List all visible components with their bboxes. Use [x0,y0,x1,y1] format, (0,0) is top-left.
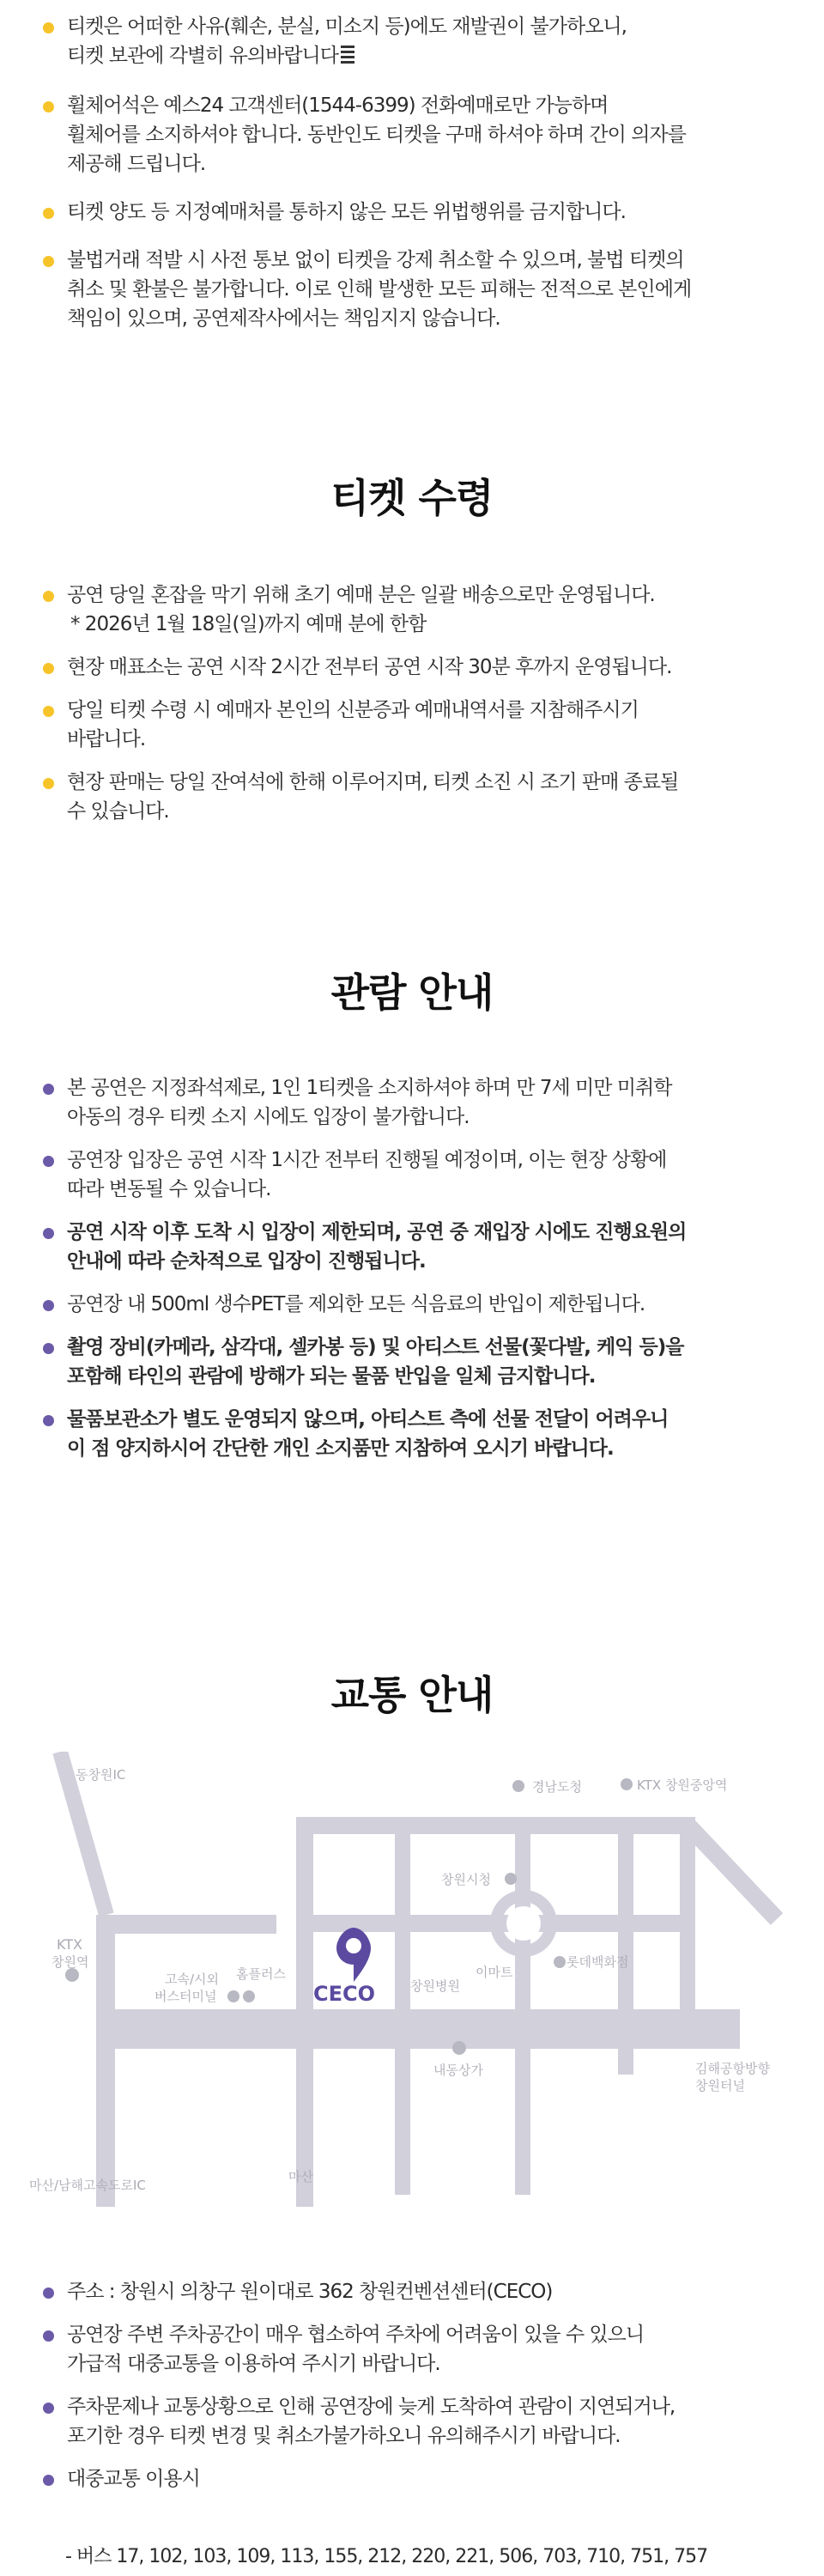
traffic-text: 주차문제나 교통상황으로 인해 공연장에 늦게 도착하여 관람이 지연되거나, [67,2396,676,2418]
bullet-dot [43,256,54,267]
map-label: 경남도청 [532,1779,582,1795]
ticket-item [43,580,798,639]
ticket-note: * 2026년 1월 18일(일)까지 예매 분에 한함 [70,613,427,635]
notice-item [43,91,798,179]
dot-lotte [554,1956,566,1968]
bullet-dot [43,778,54,789]
map-label: 이마트 [476,1965,513,1980]
notice-text: 휠체어를 소지하셔야 합니다. 동반인도 티켓을 구매 하셔야 하며 간이 의자를 [67,124,686,146]
map-label: 홈플러스 [236,1966,286,1982]
notice-item [43,12,798,70]
ticket-text: 바랍니다. [67,728,146,750]
bullet-dot [43,22,54,33]
map-label: 김해공항방향 [695,2061,770,2076]
dot-ktx-jungang [621,1778,633,1790]
bullet-dot [43,1156,54,1167]
traffic-text: 포기한 경우 티켓 변경 및 취소가불가하오니 유의해주시기 바랍니다. [67,2425,621,2447]
dot-homeplus [243,1990,255,2002]
dot-naedong [452,2041,466,2055]
road-diagonal-top-right [687,1824,777,1919]
cursor-icon [341,46,354,64]
ticket-list [43,580,798,826]
road-left-upper [96,1915,276,1934]
map-label: 내동상가 [433,2063,483,2078]
bullet-dot [43,101,54,112]
bullet-dot [43,2287,54,2299]
bullet-dot [43,663,54,674]
map-label: 마산/남해고속도로IC [29,2178,146,2193]
map-label-ceco: CECO [313,1982,376,2006]
bullet-dot [43,2330,54,2342]
location-map [0,1752,824,2215]
viewing-item [43,1290,798,1319]
notice-text: 휠체어석은 예스24 고객센터(1544-6399) 전화예매로만 가능하며 [67,94,609,117]
notice-item [43,246,798,333]
bullet-dot [43,1415,54,1426]
road-vertical-3 [515,1817,530,2195]
viewing-text: 공연장 내 500ml 생수PET를 제외한 모든 식음료의 반입이 제한됩니다. [67,1293,645,1315]
viewing-text: 따라 변동될 수 있습니다. [67,1178,271,1200]
viewing-text: 촬영 장비(카메라, 삼각대, 셀카봉 등) 및 아티스트 선물(꽃다발, 케익 등)을 [67,1336,684,1358]
viewing-item [43,1333,798,1391]
ticket-item [43,768,798,826]
notice-text: 티켓 양도 등 지정예매처를 통하지 않은 모든 위법행위를 금지합니다. [67,201,626,223]
section-title-viewing: 관람 안내 [330,969,494,1016]
viewing-text: 본 공연은 지정좌석제로, 1인 1티켓을 소지하셔야 하며 만 7세 미만 미취학 [67,1077,672,1099]
ceco-pin-icon [336,1928,371,1982]
map-label: 창원터널 [695,2078,745,2093]
map-label: KTX [57,1936,82,1953]
ticket-text: 현장 매표소는 공연 시작 2시간 전부터 공연 시작 30분 후까지 운영됩니다. [67,656,672,678]
map-label: 창원역 [52,1954,89,1970]
ticket-text: 공연 당일 혼잡을 막기 위해 초기 예매 분은 일괄 배송으로만 운영됩니다. [67,584,655,606]
ticket-text: 당일 티켓 수령 시 예매자 본인의 신분증과 예매내역서를 지참해주시기 [67,699,639,721]
viewing-item [43,1218,798,1276]
map-label: 버스터미널 [154,1989,217,2004]
dot-express [227,1990,239,2002]
bullet-dot [43,208,54,219]
traffic-text: 주소 : 창원시 의창구 원이대로 362 창원컨벤션센터(CECO) [67,2281,553,2303]
viewing-list [43,1073,798,1463]
road-vertical-5 [680,1817,695,2049]
bullet-dot [43,1084,54,1095]
road-vertical-2 [395,1817,410,2195]
map-label: 창원병원 [410,1978,460,1994]
dot-cityhall [505,1873,517,1885]
ticket-item [43,653,798,682]
ticket-text: 수 있습니다. [67,800,169,823]
bullet-dot [43,706,54,717]
road-main [96,2009,740,2049]
bullet-dot [43,1228,54,1239]
bullet-dot [43,591,54,602]
traffic-item [43,2392,798,2451]
map-label: 동창원IC [76,1767,126,1783]
section-title-ticket: 티켓 수령 [330,475,494,521]
traffic-list [43,2277,798,2494]
map-label: 롯데백화점 [566,1954,629,1970]
viewing-text: 공연장 입장은 공연 시작 1시간 전부터 진행될 예정이며, 이는 현장 상황에 [67,1149,667,1171]
map-label: KTX 창원중앙역 [637,1777,728,1793]
notice-text: 티켓은 어떠한 사유(훼손, 분실, 미소지 등)에도 재발권이 불가하오니, [67,15,627,38]
notice-text: 제공해 드립니다. [67,153,206,175]
notice-item [43,197,798,227]
notice-list [43,12,798,333]
notice-text: 티켓 보관에 각별히 유의바랍니다 [67,41,798,70]
map-label: 고속/시외 [165,1971,220,1987]
viewing-item [43,1073,798,1132]
viewing-item [43,1145,798,1204]
bullet-dot [43,1343,54,1354]
traffic-text: 대중교통 이용시 [67,2468,200,2490]
road-left-vertical [96,1915,115,2207]
ticket-text: 현장 판매는 당일 잔여석에 한해 이루어지며, 티켓 소진 시 조기 판매 종료될 [67,771,679,793]
viewing-text: 안내에 따라 순차적으로 입장이 진행됩니다. [67,1250,426,1273]
viewing-text: 공연 시작 이후 도착 시 입장이 제한되며, 공연 중 재입장 시에도 진행요원의 [67,1221,687,1243]
traffic-text: 가급적 대중교통을 이용하여 주시기 바랍니다. [67,2353,440,2375]
viewing-text: 포함해 타인의 관람에 방해가 되는 물품 반입을 일체 금지합니다. [67,1365,596,1388]
ticket-item [43,696,798,754]
dot-gyeongnam [512,1780,524,1792]
section-title-traffic: 교통 안내 [330,1672,494,1718]
road-vertical-1 [296,1817,313,2207]
road-top [296,1817,695,1834]
viewing-text: 아동의 경우 티켓 소지 시에도 입장이 불가합니다. [67,1106,470,1128]
notice-text: 책임이 있으며, 공연제작사에서는 책임지지 않습니다. [67,307,500,330]
bullet-dot [43,2403,54,2414]
dot-ktx-changwon [65,1968,79,1982]
map-label: 마산 [288,2169,313,2184]
bullet-dot [43,1300,54,1311]
viewing-item [43,1405,798,1463]
notice-text: 취소 및 환불은 불가합니다. 이로 인해 발생한 모든 피해는 전적으로 본인에게 [67,278,692,301]
road-vertical-4 [618,1817,633,2075]
bus-routes: - 버스 17, 102, 103, 109, 113, 155, 212, 220, 221, 506, 703, 710, 751, 757 [65,2546,708,2567]
traffic-item [43,2320,798,2379]
traffic-item [43,2464,798,2494]
viewing-text: 이 점 양지하시어 간단한 개인 소지품만 지참하여 오시기 바랍니다. [67,1437,614,1460]
bullet-dot [43,2475,54,2486]
notice-text: 불법거래 적발 시 사전 통보 없이 티켓을 강제 취소할 수 있으며, 불법 티켓의 [67,249,684,271]
map-label: 창원시청 [441,1872,491,1887]
traffic-text: 공연장 주변 주차공간이 매우 협소하여 주차에 어려움이 있을 수 있으니 [67,2324,645,2346]
viewing-text: 물품보관소가 별도 운영되지 않으며, 아티스트 측에 선물 전달이 어려우니 [67,1408,669,1431]
traffic-item [43,2277,798,2306]
